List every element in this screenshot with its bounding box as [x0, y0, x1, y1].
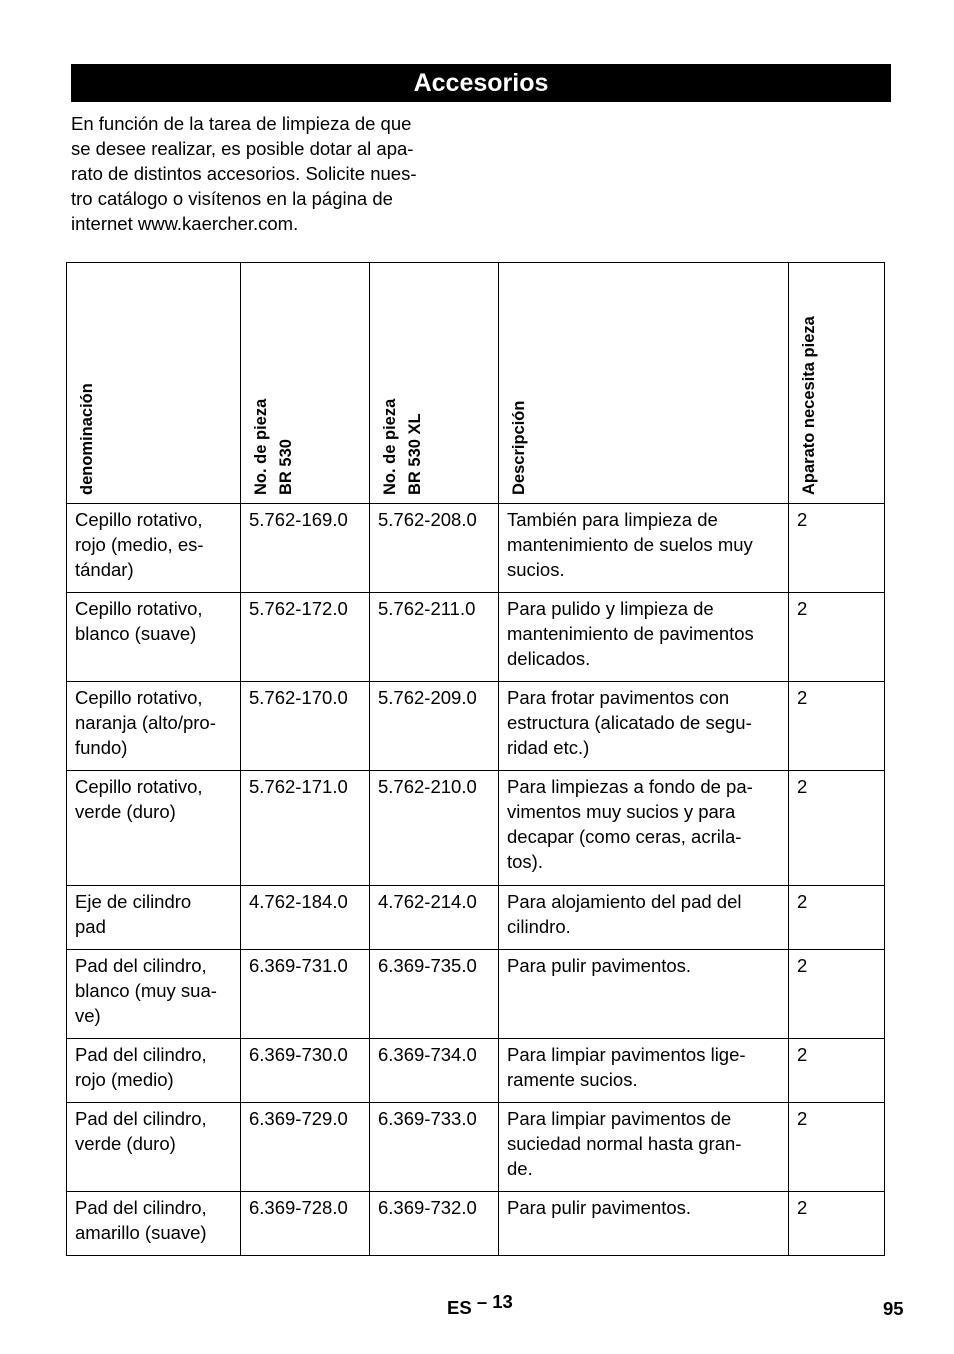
cell-description: Para pulido y limpieza de mantenimiento de pavimentos delicados. — [499, 593, 789, 682]
cell-name: Cepillo rotativo, verde (duro) — [67, 771, 241, 886]
cell-part-br530xl: 6.369-733.0 — [370, 1103, 499, 1192]
cell-name: Pad del cilindro, amarillo (suave) — [67, 1192, 241, 1256]
cell-part-br530xl: 5.762-210.0 — [370, 771, 499, 886]
cell-description: Para limpiezas a fondo de pa- vimentos muy sucios y para decapar (como ceras, acrila- tos). — [499, 771, 789, 886]
cell-qty: 2 — [789, 1192, 885, 1256]
table-row — [67, 1103, 885, 1192]
cell-part-br530xl: 5.762-209.0 — [370, 682, 499, 771]
cell-part-br530: 6.369-730.0 — [241, 1039, 370, 1103]
cell-qty: 2 — [789, 771, 885, 886]
cell-part-br530xl: 5.762-208.0 — [370, 504, 499, 593]
header-label: No. de pieza — [381, 398, 399, 495]
intro-line: En función de la tarea de limpieza de que — [71, 113, 412, 134]
cell-description: Para pulir pavimentos. — [499, 950, 789, 1039]
table-row — [67, 1039, 885, 1103]
cell-name: Eje de cilindro pad — [67, 886, 241, 950]
table-row — [67, 1192, 885, 1256]
section-title: Accesorios — [71, 64, 891, 102]
table-header-row — [67, 263, 885, 504]
cell-name: Cepillo rotativo, blanco (suave) — [67, 593, 241, 682]
cell-part-br530xl: 6.369-735.0 — [370, 950, 499, 1039]
cell-qty: 2 — [789, 950, 885, 1039]
footer-section-page: – 13 — [476, 1291, 513, 1312]
header-label: denominación — [78, 383, 96, 495]
cell-part-br530xl: 6.369-732.0 — [370, 1192, 499, 1256]
accessories-table — [66, 262, 885, 1256]
cell-qty: 2 — [789, 682, 885, 771]
intro-line: tro catálogo o visítenos en la página de — [71, 188, 393, 209]
cell-qty: 2 — [789, 593, 885, 682]
cell-part-br530: 5.762-170.0 — [241, 682, 370, 771]
cell-part-br530: 6.369-728.0 — [241, 1192, 370, 1256]
cell-name: Pad del cilindro, verde (duro) — [67, 1103, 241, 1192]
cell-description: Para limpiar pavimentos de suciedad normal hasta gran- de. — [499, 1103, 789, 1192]
table-row — [67, 682, 885, 771]
cell-description: Para limpiar pavimentos lige- ramente sucios. — [499, 1039, 789, 1103]
footer-language: ES — [447, 1297, 472, 1318]
header-label: Descripción — [510, 400, 528, 495]
header-aparato-necesita-pieza — [789, 263, 885, 504]
cell-qty: 2 — [789, 886, 885, 950]
header-label: Aparato necesita pieza — [800, 316, 818, 495]
cell-name: Cepillo rotativo, naranja (alto/pro- fundo) — [67, 682, 241, 771]
cell-name: Pad del cilindro, blanco (muy sua- ve) — [67, 950, 241, 1039]
header-label: No. de pieza — [252, 398, 270, 495]
intro-line: rato de distintos accesorios. Solicite nues- — [71, 163, 417, 184]
cell-qty: 2 — [789, 1039, 885, 1103]
table-row — [67, 504, 885, 593]
intro-paragraph — [71, 111, 471, 236]
table-row — [67, 593, 885, 682]
footer-language-page — [447, 1291, 513, 1319]
cell-qty: 2 — [789, 1103, 885, 1192]
cell-part-br530: 6.369-731.0 — [241, 950, 370, 1039]
header-denominacion — [67, 263, 241, 504]
header-descripcion — [499, 263, 789, 504]
cell-part-br530: 4.762-184.0 — [241, 886, 370, 950]
table-row — [67, 886, 885, 950]
cell-part-br530: 5.762-171.0 — [241, 771, 370, 886]
cell-part-br530xl: 6.369-734.0 — [370, 1039, 499, 1103]
table-row — [67, 771, 885, 886]
cell-part-br530: 6.369-729.0 — [241, 1103, 370, 1192]
cell-part-br530: 5.762-169.0 — [241, 504, 370, 593]
intro-line: internet www.kaercher.com. — [71, 213, 299, 234]
table-row — [67, 950, 885, 1039]
header-label: BR 530 XL — [406, 413, 424, 495]
cell-part-br530xl: 4.762-214.0 — [370, 886, 499, 950]
cell-name: Pad del cilindro, rojo (medio) — [67, 1039, 241, 1103]
cell-description: Para pulir pavimentos. — [499, 1192, 789, 1256]
cell-qty: 2 — [789, 504, 885, 593]
page-number: 95 — [883, 1298, 904, 1319]
header-part-br530 — [241, 263, 370, 504]
header-label: BR 530 — [277, 439, 295, 495]
cell-description: Para alojamiento del pad del cilindro. — [499, 886, 789, 950]
intro-line: se desee realizar, es posible dotar al apa- — [71, 138, 414, 159]
header-part-br530xl — [370, 263, 499, 504]
cell-part-br530: 5.762-172.0 — [241, 593, 370, 682]
cell-description: Para frotar pavimentos con estructura (alicatado de segu- ridad etc.) — [499, 682, 789, 771]
cell-name: Cepillo rotativo, rojo (medio, es- tándar) — [67, 504, 241, 593]
cell-part-br530xl: 5.762-211.0 — [370, 593, 499, 682]
cell-description: También para limpieza de mantenimiento de suelos muy sucios. — [499, 504, 789, 593]
